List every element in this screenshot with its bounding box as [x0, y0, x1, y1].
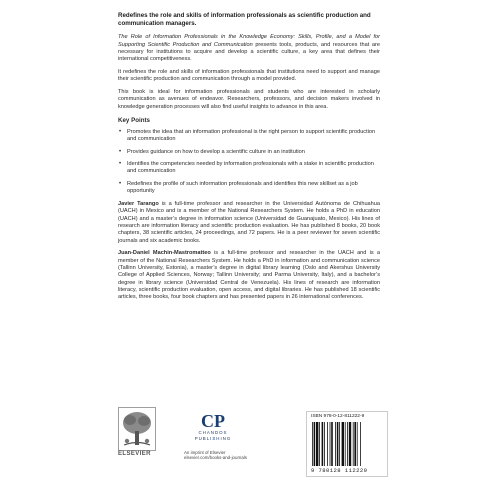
barcode-bar	[345, 422, 346, 466]
intro-paragraph	[118, 34, 380, 63]
author-name-1: Javier Tarango	[118, 201, 159, 208]
chandos-name-2: PUBLISHING	[194, 435, 232, 441]
barcode-bar	[322, 422, 324, 466]
intro-rest: presents tools, products, and resources that are necessary for institutions to acquire and develop a scientific culture, a key area that defines their international competitiveness.	[118, 41, 380, 63]
tagline: Redefines the role and skills of information professionals as scientific production and communication managers.	[118, 12, 371, 28]
barcode-bar	[314, 422, 316, 466]
paragraph-2: It redefines the role and skills of information professionals that institutions need to support and manage their scientific production and communication through a model provided.	[118, 69, 380, 83]
barcode-bar	[357, 422, 358, 466]
author-bio-2	[118, 250, 380, 301]
elsevier-tree-icon	[118, 407, 156, 451]
barcode-bar	[347, 422, 348, 466]
book-title-italic: The Role of Information Professionals in the Knowledge Economy: Skills, Profile, and a Model for Supporting Scientific Production and Communication	[118, 34, 380, 48]
paragraph-3: This book is ideal for information professionals and students who are interested in scholarly communication as avenues of endeavor. Researchers, professors, and decision makers involved in knowledge generation processes will also find useful insights to advance in this area.	[118, 89, 380, 110]
chandos-name-1: CHANDOS	[198, 430, 228, 435]
blurb	[118, 12, 380, 307]
barcode-bar	[342, 422, 344, 466]
isbn-label: ISBN 978-0-12-811222-9	[311, 414, 365, 419]
author-name-2: Juan-Daniel Machin-Mastromatteo	[118, 250, 211, 257]
imprint-line-1: An imprint of Elsevier	[184, 450, 226, 455]
elsevier-logo	[118, 407, 162, 457]
elsevier-wordmark: ELSEVIER	[118, 451, 151, 457]
key-point: • Identifies the competencies needed by information professionals with a stake in scientific production and communication	[118, 161, 380, 176]
key-point: • Provides guidance on how to develop a scientific culture in an institution	[118, 149, 380, 156]
key-point: • Promotes the idea that an information professional is the right person to support scientific production and communication	[118, 129, 380, 144]
barcode-bar	[316, 422, 318, 466]
imprint-line-2: elsevier.com/books-and-journals	[184, 455, 247, 461]
barcode-bar	[324, 422, 325, 466]
barcode-bar	[331, 422, 333, 466]
barcode-bar	[353, 422, 354, 466]
barcode-bar	[312, 422, 313, 466]
key-points-list	[118, 129, 380, 195]
barcode-bar	[337, 422, 339, 466]
key-point: • Redefines the profile of such information professionals and identifies this new skillset as a job opportunity	[118, 181, 380, 196]
isbn-barcode-box	[306, 411, 388, 477]
cp-logo-mark: CP	[201, 411, 225, 431]
barcode-bar	[354, 422, 356, 466]
author-bio-1	[118, 201, 380, 245]
barcode-digits: 9 780128 112229	[311, 467, 368, 474]
barcode-bar	[339, 422, 340, 466]
barcode-bar	[349, 422, 351, 466]
barcode-bar	[319, 422, 320, 466]
barcode-icon	[311, 422, 383, 466]
imprint-text	[184, 450, 247, 461]
barcode-bar	[330, 422, 331, 466]
key-points-heading: Key Points	[118, 117, 150, 125]
barcode-bar	[327, 422, 328, 466]
barcode-bar	[335, 422, 336, 466]
author-bio-text-1: is a full-time professor and researcher in the Universidad Autónoma de Chihuahua (UACH) in Mexico and is a member of the National Researchers System. He holds a PhD in education (UACH) and a master’s degree in information science (Universidad de Guanajuato, Mexico). His lines of research are information literacy and scientific production evaluation. He has published 8 books, 20 book chapters, 38 scientific articles, 24 proceedings, and 72 papers. He is a peer reviewer for seven scientific journals and six academic books.	[118, 201, 380, 244]
author-bio-text-2: is a full-time professor and researcher in the UACH and is a member of the National Researchers System. He holds a PhD in information and communication science (Tallinn University, Estonia), a master’s degree in digital library learning (Oslo and Akershus University College of Applied Sciences, Norway; Tallinn University; and Parma University, Italy), and a bachelor’s degree in library science (Universidad Central de Venezuela). His lines of research are information literacy, scientific production evaluation, open access, and digital libraries. He has published 18 scientific articles, three books, four book chapters and has presented papers in 26 international conferences.	[118, 250, 381, 301]
barcode-bar	[360, 422, 361, 466]
chandos-logo	[183, 412, 243, 441]
